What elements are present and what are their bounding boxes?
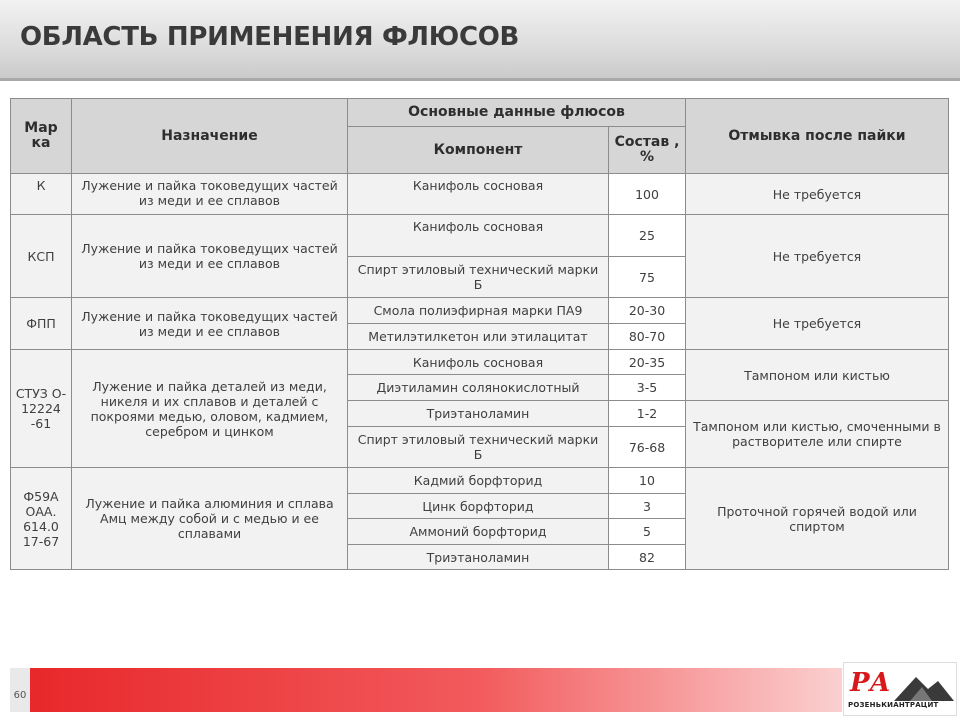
component-cell: Канифоль сосновая bbox=[348, 174, 609, 215]
slide-title: ОБЛАСТЬ ПРИМЕНЕНИЯ ФЛЮСОВ bbox=[20, 22, 520, 52]
component-cell: Канифоль сосновая bbox=[348, 350, 609, 375]
washing-cell: Проточной горячей водой или спиртом bbox=[686, 468, 949, 570]
table-row bbox=[11, 298, 949, 324]
washing-cell: Не требуется bbox=[686, 298, 949, 350]
logo-mark: РА bbox=[850, 668, 891, 698]
component-cell: Триэтаноламин bbox=[348, 401, 609, 427]
percent-cell: 20-30 bbox=[609, 298, 686, 324]
percent-cell: 5 bbox=[609, 519, 686, 545]
purpose-cell: Лужение и пайка деталей из меди, никеля и их сплавов и деталей с покроями медью, оловом, кадмием, серебром и цинком bbox=[72, 350, 348, 468]
company-logo bbox=[843, 662, 957, 716]
purpose-cell: Лужение и пайка токоведущих частей из меди и ее сплавов bbox=[72, 298, 348, 350]
percent-cell: 100 bbox=[609, 174, 686, 215]
table-row bbox=[11, 468, 949, 494]
title-divider bbox=[0, 78, 960, 81]
percent-cell: 82 bbox=[609, 545, 686, 570]
purpose-cell: Лужение и пайка алюминия и сплава Амц между собой и с медью и ее сплавами bbox=[72, 468, 348, 570]
mark-cell: ФПП bbox=[11, 298, 72, 350]
component-cell: Смола полиэфирная марки ПА9 bbox=[348, 298, 609, 324]
header-washing: Отмывка после пайки bbox=[686, 99, 949, 174]
component-cell: Кадмий борфторид bbox=[348, 468, 609, 494]
header-component: Компонент bbox=[348, 127, 609, 174]
component-cell: Спирт этиловый технический марки Б bbox=[348, 257, 609, 298]
component-cell: Цинк борфторид bbox=[348, 494, 609, 519]
component-cell: Канифоль сосновая bbox=[348, 215, 609, 257]
table-row bbox=[11, 350, 949, 375]
logo-text: РОЗЕНЬКИАНТРАЦИТ bbox=[848, 701, 939, 709]
table-row bbox=[11, 174, 949, 215]
header-purpose: Назначение bbox=[72, 99, 348, 174]
component-cell: Триэтаноламин bbox=[348, 545, 609, 570]
component-cell: Метилэтилкетон или этилацитат bbox=[348, 324, 609, 350]
washing-cell: Тампоном или кистью bbox=[686, 350, 949, 401]
percent-cell: 10 bbox=[609, 468, 686, 494]
percent-cell: 20-35 bbox=[609, 350, 686, 375]
footer-bar bbox=[30, 668, 842, 712]
washing-cell: Не требуется bbox=[686, 215, 949, 298]
percent-cell: 3-5 bbox=[609, 375, 686, 401]
header-mark: Мар ка bbox=[11, 99, 72, 174]
flux-table bbox=[10, 98, 949, 570]
mountain-icon bbox=[894, 671, 954, 701]
purpose-cell: Лужение и пайка токоведущих частей из меди и ее сплавов bbox=[72, 215, 348, 298]
component-cell: Аммоний борфторид bbox=[348, 519, 609, 545]
percent-cell: 75 bbox=[609, 257, 686, 298]
percent-cell: 1-2 bbox=[609, 401, 686, 427]
purpose-cell: Лужение и пайка токоведущих частей из меди и ее сплавов bbox=[72, 174, 348, 215]
mark-cell: К bbox=[11, 174, 72, 215]
percent-cell: 25 bbox=[609, 215, 686, 257]
washing-cell: Тампоном или кистью, смоченными в растворителе или спирте bbox=[686, 401, 949, 468]
table-row bbox=[11, 215, 949, 257]
header-composition: Состав , % bbox=[609, 127, 686, 174]
header-main-data: Основные данные флюсов bbox=[348, 99, 686, 127]
component-cell: Диэтиламин солянокислотный bbox=[348, 375, 609, 401]
page-number: 60 bbox=[10, 668, 30, 712]
washing-cell: Не требуется bbox=[686, 174, 949, 215]
mark-cell: КСП bbox=[11, 215, 72, 298]
mark-cell: Ф59А ОАА. 614.0 17-67 bbox=[11, 468, 72, 570]
percent-cell: 3 bbox=[609, 494, 686, 519]
percent-cell: 80-70 bbox=[609, 324, 686, 350]
percent-cell: 76-68 bbox=[609, 427, 686, 468]
component-cell: Спирт этиловый технический марки Б bbox=[348, 427, 609, 468]
mark-cell: СТУЗ О- 12224 -61 bbox=[11, 350, 72, 468]
